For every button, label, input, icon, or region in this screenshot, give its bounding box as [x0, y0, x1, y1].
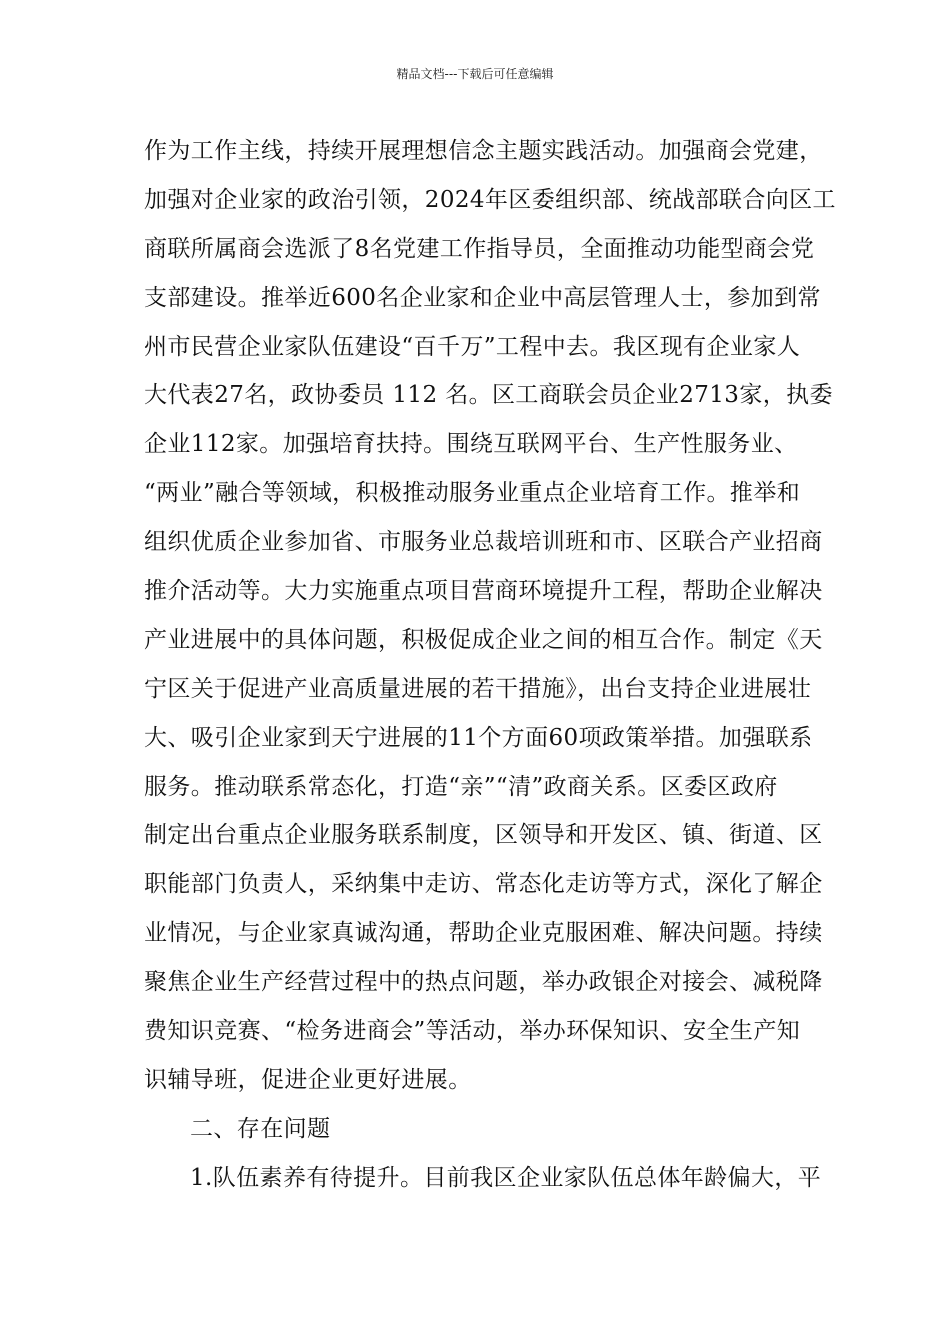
paragraph-line: 宁区关于促进产业高质量进展的若干措施》，出台支持企业进展壮 — [144, 675, 812, 702]
paragraph-line: 识辅导班，促进企业更好进展。 — [144, 1066, 472, 1093]
paragraph-line: 企业112家。加强培育扶持。围绕互联网平台、生产性服务业、 — [144, 431, 798, 458]
paragraph-line: 业情况，与企业家真诚沟通，帮助企业克服困难、解决问题。持续 — [144, 920, 823, 947]
paragraph-line: 商联所属商会选派了8名党建工作指导员，全面推动功能型商会党 — [144, 235, 815, 262]
paragraph-line: 支部建设。推举近600名企业家和企业中高层管理人士，参加到常 — [144, 284, 821, 311]
paragraph-line: 1.队伍素养有待提升。目前我区企业家队伍总体年龄偏大，平 — [190, 1164, 822, 1191]
paragraph-line: 组织优质企业参加省、市服务业总裁培训班和市、区联合产业招商 — [144, 529, 823, 556]
paragraph-line: 大、吸引企业家到天宁进展的11个方面60项政策举措。加强联系 — [144, 724, 813, 751]
paragraph-line: 州市民营企业家队伍建设“百千万”工程中去。我区现有企业家人 — [144, 333, 801, 360]
page-header: 精品文档---下载后可任意编辑 — [396, 67, 554, 81]
paragraph-line: 产业进展中的具体问题，积极促成企业之间的相互合作。制定《天 — [144, 626, 823, 653]
section-heading: 二、存在问题 — [190, 1115, 331, 1142]
paragraph-line: 作为工作主线，持续开展理想信念主题实践活动。加强商会党建， — [144, 138, 823, 164]
paragraph-line: “两业”融合等领域，积极推动服务业重点企业培育工作。推举和 — [144, 480, 801, 507]
paragraph-line: 聚焦企业生产经营过程中的热点问题，举办政银企对接会、减税降 — [144, 969, 823, 996]
paragraph-line: 费知识竞赛、“检务进商会”等活动，举办环保知识、安全生产知 — [144, 1018, 801, 1045]
paragraph-line: 服务。推动联系常态化，打造“亲”“清”政商关系。区委区政府 — [144, 773, 778, 800]
paragraph-line: 职能部门负责人，采纳集中走访、常态化走访等方式，深化了解企 — [144, 871, 823, 898]
paragraph-line: 制定出台重点企业服务联系制度，区领导和开发区、镇、街道、区 — [144, 822, 823, 849]
paragraph-line: 加强对企业家的政治引领，2024年区委组织部、统战部联合向区工 — [144, 186, 836, 213]
paragraph-line: 大代表27名，政协委员 112 名。区工商联会员企业2713家，执委 — [144, 382, 833, 409]
body-text — [144, 127, 836, 1203]
paragraph-line: 推介活动等。大力实施重点项目营商环境提升工程，帮助企业解决 — [144, 578, 823, 605]
